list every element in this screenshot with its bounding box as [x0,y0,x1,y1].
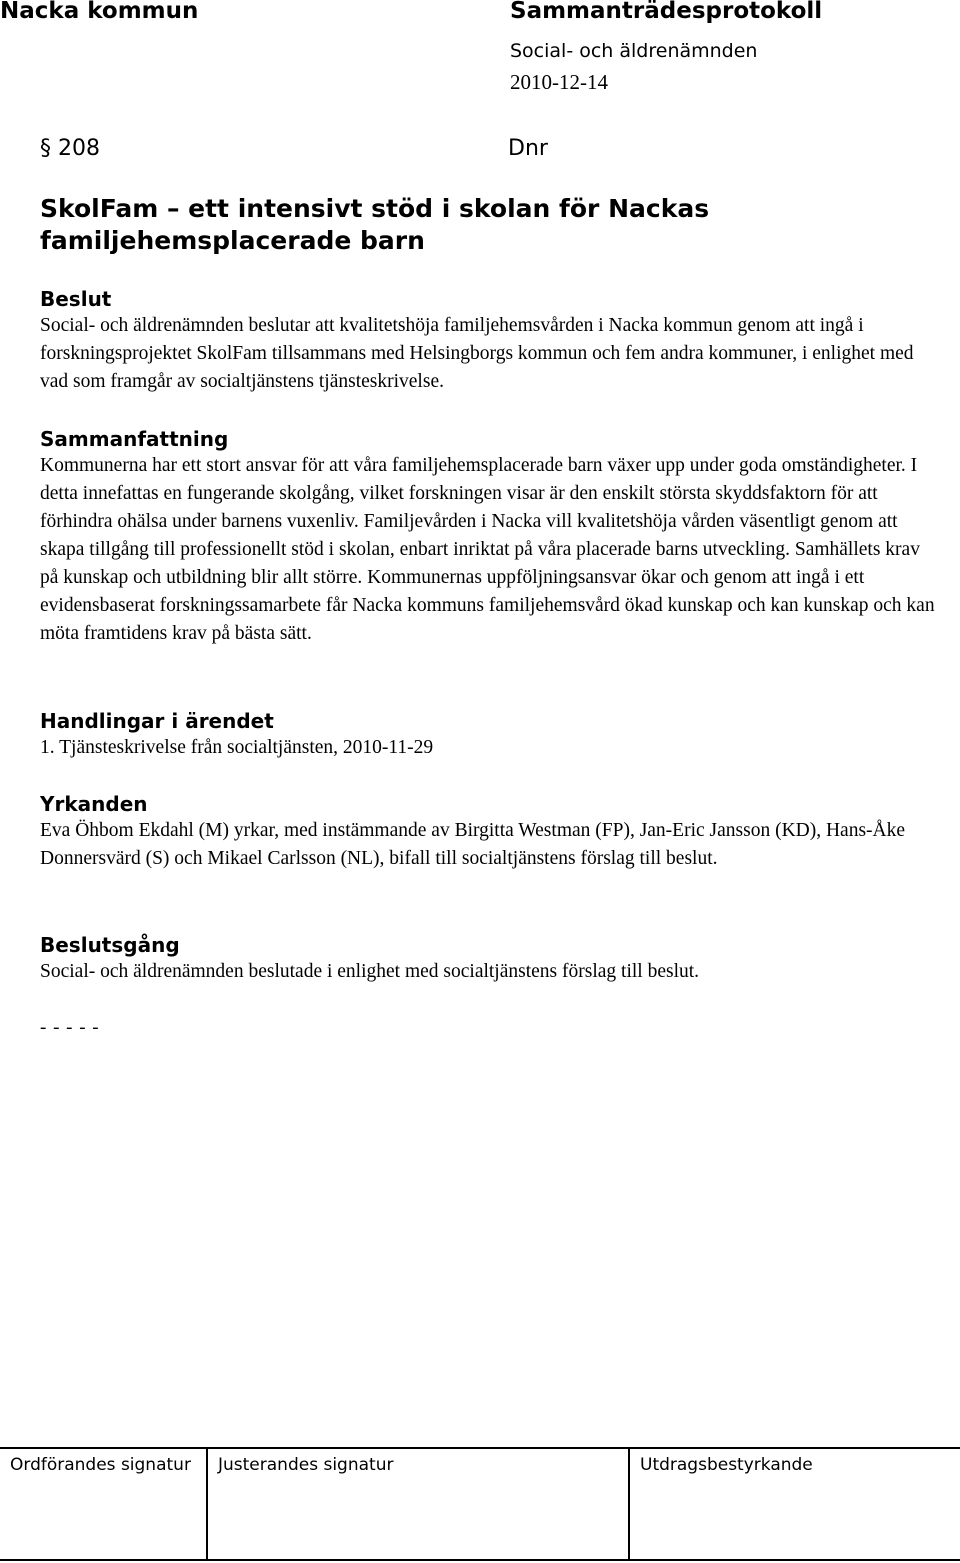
page-title: SkolFam – ett intensivt stöd i skolan för Nackas familjehemsplacerade barn [40,194,710,255]
section-sammanfattning [40,426,940,648]
chair-signature-label: Ordförandes signatur [10,1455,191,1475]
board-name: Social- och äldrenämnden [510,40,758,62]
section-beslut [40,286,940,396]
section-heading: Sammanfattning [40,427,229,451]
meeting-date: 2010-12-14 [510,70,608,94]
chair-signature-box [0,1449,208,1559]
section-text: 1. Tjänsteskrivelse från socialtjänsten, 2010-11-29 [40,737,434,758]
end-marker: - - - - - [40,1017,100,1038]
section-text: Social- och äldrenämnden beslutar att kvalitetshöja familjehemsvården i Nacka kommun genom att ingå i forskningsprojektet SkolFam tillsammans med Helsingborgs kommun och fem andra kommuner, i enlighet med vad som framgår av socialtjänstens tjänsteskrivelse. [40,315,914,392]
section-text: Kommunerna har ett stort ansvar för att våra familjehemsplacerade barn växer upp under goda omständigheter. I detta innefattas en fungerande skolgång, vilket forskningen visar är den enskilt största skyddsfaktorn för att förhindra ohälsa under barnens vuxenliv. Familjevården i Nacka vill kvalitetshöja vården väsentligt genom att skapa tillgång till professionellt stöd i skolan, enbart inriktat på våra placerade barns utveckling. Samhällets krav på kunskap och utbildning blir allt större. Kommunernas uppföljningsansvar ökar och genom att ingå i ett evidensbaserat forskningssamarbete får Nacka kommuns familjehemsvård ökad kunskap och kan kunskap och kan möta framtidens krav på bästa sätt. [40,455,935,644]
extract-certification-label: Utdragsbestyrkande [640,1455,813,1475]
adjuster-signature-box [208,1449,630,1559]
section-text: Social- och äldrenämnden beslutade i enlighet med socialtjänstens förslag till beslut. [40,961,700,982]
section-yrkanden [40,791,940,873]
section-heading: Beslut [40,287,112,311]
paragraph-number: § 208 [40,136,100,161]
section-heading: Handlingar i ärendet [40,709,274,733]
signature-bar [0,1447,960,1561]
section-handlingar [40,708,940,762]
section-text: Eva Öhbom Ekdahl (M) yrkar, med instämmande av Birgitta Westman (FP), Jan-Eric Jansson (KD), Hans-Åke Donnersvärd (S) och Mikael Carlsson (NL), bifall till socialtjänstens förslag till beslut. [40,820,906,869]
document-type: Sammanträdesprotokoll [510,0,823,24]
extract-certification-box [630,1449,960,1559]
section-beslutsgang [40,932,940,986]
municipality-name: Nacka kommun [0,0,199,24]
adjuster-signature-label: Justerandes signatur [218,1455,394,1475]
section-heading: Yrkanden [40,792,148,816]
dnr-label: Dnr [508,136,548,161]
section-heading: Beslutsgång [40,933,180,957]
